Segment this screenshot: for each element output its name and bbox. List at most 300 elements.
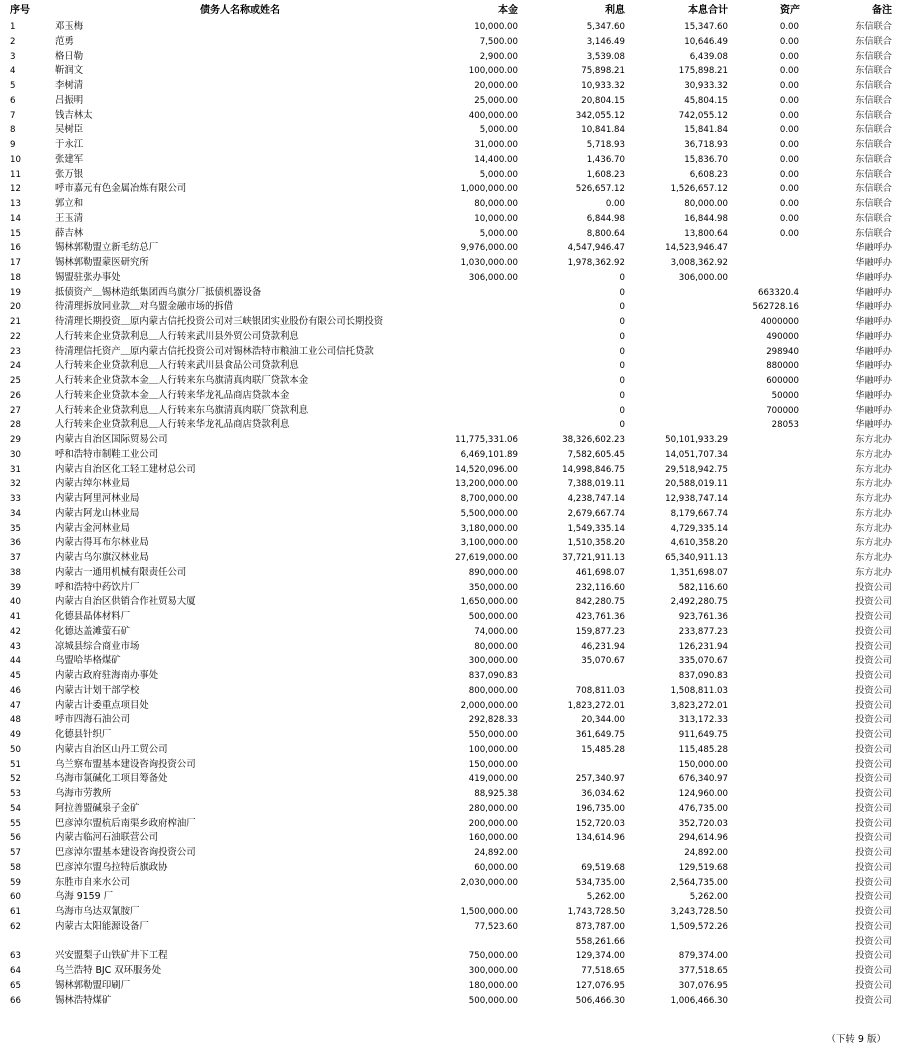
table-row bbox=[0, 109, 908, 123]
principal-amount bbox=[440, 359, 518, 373]
principal-amount: 3,100,000.00 bbox=[460, 538, 518, 549]
row-number: 19 bbox=[10, 287, 21, 298]
debtor-name: 钱吉林太 bbox=[55, 109, 93, 121]
debtor-name: 薛吉林 bbox=[55, 227, 84, 239]
principal-amount: 77,523.60 bbox=[474, 921, 518, 932]
table-row bbox=[0, 699, 908, 713]
assets-amount: 0.00 bbox=[779, 22, 799, 32]
note-text: 东信联合 bbox=[855, 212, 892, 224]
assets-amount bbox=[735, 492, 799, 506]
row-number: 3 bbox=[10, 51, 16, 62]
row-number: 41 bbox=[10, 612, 21, 622]
row-number: 55 bbox=[10, 818, 21, 829]
debtor-name: 化德县针织厂 bbox=[55, 729, 112, 740]
debtor-name: 范勇 bbox=[55, 35, 74, 47]
note-text: 东方北办 bbox=[855, 478, 892, 490]
principal-amount: 5,000.00 bbox=[479, 228, 518, 239]
assets-amount bbox=[735, 477, 799, 491]
debtor-name: 人行转来企业贷款利息＿人行转来武川县食品公司贷款利息 bbox=[55, 360, 299, 372]
note-text: 东信联合 bbox=[855, 124, 892, 136]
assets-amount bbox=[735, 817, 799, 831]
total-amount: 15,836.70 bbox=[684, 154, 728, 165]
total-amount: 313,172.33 bbox=[678, 715, 728, 726]
table-row bbox=[0, 330, 908, 344]
interest-amount: 196,735.00 bbox=[575, 803, 625, 814]
row-number: 36 bbox=[10, 538, 21, 549]
assets-amount bbox=[735, 787, 799, 801]
principal-amount: 80,000.00 bbox=[474, 199, 518, 209]
note-text: 华融呼办 bbox=[855, 316, 892, 327]
total-amount: 306,000.00 bbox=[678, 272, 728, 283]
principal-amount: 800,000.00 bbox=[468, 685, 518, 696]
table-row bbox=[0, 654, 908, 668]
principal-amount: 9,976,000.00 bbox=[460, 243, 518, 254]
principal-amount: 13,200,000.00 bbox=[455, 479, 518, 490]
principal-amount: 2,030,000.00 bbox=[460, 877, 518, 888]
total-amount: 3,823,272.01 bbox=[670, 700, 728, 711]
row-number: 40 bbox=[10, 597, 21, 608]
table-row bbox=[0, 300, 908, 314]
row-number: 25 bbox=[10, 376, 21, 386]
table-row bbox=[0, 477, 908, 491]
debtor-name: 呼市嘉元有色金属冶炼有限公司 bbox=[55, 183, 187, 195]
row-number: 17 bbox=[10, 258, 21, 268]
total-amount bbox=[650, 359, 728, 373]
total-amount bbox=[650, 404, 728, 418]
row-number: 16 bbox=[10, 243, 21, 254]
debtor-name: 呼和浩特市制鞋工业公司 bbox=[55, 448, 159, 460]
interest-amount: 20,344.00 bbox=[581, 715, 625, 726]
interest-amount: 506,466.30 bbox=[575, 995, 625, 1006]
row-number: 9 bbox=[10, 140, 16, 150]
principal-amount: 500,000.00 bbox=[468, 612, 518, 622]
table-row bbox=[0, 212, 908, 226]
table-row bbox=[0, 684, 908, 698]
principal-amount: 1,030,000.00 bbox=[460, 258, 518, 268]
interest-amount: 159,877.23 bbox=[575, 626, 625, 637]
interest-amount: 77,518.65 bbox=[581, 966, 625, 976]
total-amount: 352,720.03 bbox=[678, 818, 728, 829]
continued-note: （下转 9 版） bbox=[826, 1034, 886, 1045]
table-row bbox=[0, 802, 908, 816]
row-number: 54 bbox=[10, 803, 21, 814]
assets-amount: 600000 bbox=[766, 376, 799, 386]
interest-amount bbox=[545, 669, 625, 683]
total-amount: 911,649.75 bbox=[678, 730, 728, 740]
total-amount: 13,800.64 bbox=[684, 228, 728, 239]
principal-amount: 300,000.00 bbox=[468, 656, 518, 667]
principal-amount: 10,000.00 bbox=[474, 213, 518, 224]
table-row bbox=[0, 374, 908, 388]
total-amount: 129,519.68 bbox=[678, 862, 728, 873]
interest-amount: 14,998,846.75 bbox=[562, 464, 625, 475]
total-amount: 15,841.84 bbox=[684, 125, 728, 136]
row-number: 66 bbox=[10, 995, 21, 1006]
row-number: 13 bbox=[10, 199, 21, 209]
note-text: 投资公司 bbox=[855, 847, 892, 858]
total-amount: 10,646.49 bbox=[684, 36, 728, 47]
debtor-name: 兴安盟梨子山铁矿井下工程 bbox=[55, 950, 168, 962]
assets-amount bbox=[735, 890, 799, 904]
table-row bbox=[0, 846, 908, 860]
note-text: 华融呼办 bbox=[855, 360, 892, 372]
row-number: 24 bbox=[10, 361, 21, 372]
note-text: 投资公司 bbox=[855, 640, 892, 652]
table-row bbox=[0, 861, 908, 875]
note-text: 华融呼办 bbox=[855, 286, 892, 298]
note-text: 东信联合 bbox=[855, 198, 892, 209]
debtor-name: 人行转来企业贷款利息＿人行转来武川县外贸公司贷款利息 bbox=[55, 330, 299, 342]
total-amount: 16,844.98 bbox=[684, 213, 728, 224]
row-number: 28 bbox=[10, 420, 21, 431]
note-text: 投资公司 bbox=[855, 920, 892, 932]
principal-amount: 60,000.00 bbox=[474, 862, 518, 873]
table-row bbox=[0, 35, 908, 49]
row-number: 38 bbox=[10, 567, 21, 578]
note-text: 东信联合 bbox=[855, 139, 892, 150]
debtor-name: 内蒙古绰尔林业局 bbox=[55, 478, 131, 490]
assets-amount: 0.00 bbox=[779, 140, 799, 150]
interest-amount: 10,841.84 bbox=[581, 125, 625, 136]
interest-amount: 461,698.07 bbox=[575, 567, 625, 578]
assets-amount: 0.00 bbox=[779, 154, 799, 165]
total-amount bbox=[650, 300, 728, 314]
principal-amount: 8,700,000.00 bbox=[460, 494, 518, 504]
table-row bbox=[0, 581, 908, 595]
table-row bbox=[0, 669, 908, 683]
principal-amount: 150,000.00 bbox=[468, 759, 518, 770]
assets-amount bbox=[735, 448, 799, 462]
interest-amount: 1,743,728.50 bbox=[567, 907, 625, 917]
row-number: 46 bbox=[10, 685, 21, 696]
principal-amount: 100,000.00 bbox=[468, 66, 518, 77]
row-number: 61 bbox=[10, 907, 21, 917]
assets-amount bbox=[735, 522, 799, 536]
interest-amount: 534,735.00 bbox=[575, 877, 625, 888]
assets-amount bbox=[735, 581, 799, 595]
principal-amount: 6,469,101.89 bbox=[460, 449, 518, 460]
table-row bbox=[0, 153, 908, 167]
note-text: 投资公司 bbox=[855, 684, 892, 696]
debtor-name: 呼市四海石油公司 bbox=[55, 714, 131, 726]
row-number bbox=[10, 935, 46, 949]
debtor-name: 锡林郭勒盟立新毛纺总厂 bbox=[55, 242, 159, 254]
debtor-name: 内蒙古自治区山丹工贸公司 bbox=[55, 743, 168, 755]
interest-amount: 6,844.98 bbox=[586, 213, 625, 224]
debtor-name: 锡盟驻张办事处 bbox=[55, 271, 121, 283]
total-amount: 36,718.93 bbox=[684, 140, 728, 150]
row-number: 5 bbox=[10, 81, 16, 91]
interest-amount: 5,262.00 bbox=[586, 892, 625, 903]
note-text: 东方北办 bbox=[855, 493, 892, 504]
debtor-name: 内蒙古自治区国际贸易公司 bbox=[55, 434, 168, 445]
row-number: 51 bbox=[10, 759, 21, 770]
debtor-name: 内蒙古金河林业局 bbox=[55, 522, 131, 534]
note-text: 投资公司 bbox=[855, 788, 892, 799]
total-amount bbox=[650, 330, 728, 344]
principal-amount: 14,520,096.00 bbox=[455, 464, 518, 475]
principal-amount bbox=[440, 330, 518, 344]
table-row bbox=[0, 625, 908, 639]
interest-amount: 75,898.21 bbox=[581, 66, 625, 77]
debtor-name bbox=[55, 935, 465, 949]
total-amount: 294,614.96 bbox=[678, 833, 728, 844]
principal-amount: 890,000.00 bbox=[468, 567, 518, 578]
table-row bbox=[0, 138, 908, 152]
interest-amount: 3,146.49 bbox=[586, 36, 625, 47]
row-number: 48 bbox=[10, 715, 21, 726]
note-text: 投资公司 bbox=[855, 979, 892, 991]
table-row bbox=[0, 64, 908, 78]
total-amount: 14,523,946.47 bbox=[665, 243, 728, 254]
interest-amount: 3,539.08 bbox=[586, 51, 625, 62]
note-text: 东方北办 bbox=[855, 566, 892, 578]
total-amount: 65,340,911.13 bbox=[665, 553, 728, 563]
assets-amount: 700000 bbox=[766, 405, 799, 416]
assets-amount bbox=[735, 654, 799, 668]
total-amount bbox=[650, 286, 728, 300]
total-amount: 476,735.00 bbox=[678, 803, 728, 814]
interest-amount: 152,720.03 bbox=[575, 818, 625, 829]
debtor-name: 吴树臣 bbox=[55, 124, 84, 136]
total-amount: 30,933.32 bbox=[684, 81, 728, 91]
interest-amount: 1,823,272.01 bbox=[567, 700, 625, 711]
debtor-name: 内蒙古计划干部学校 bbox=[55, 684, 140, 696]
note-text: 投资公司 bbox=[855, 876, 892, 888]
note-text: 投资公司 bbox=[855, 581, 892, 593]
assets-amount bbox=[735, 772, 799, 786]
assets-amount bbox=[735, 241, 799, 255]
debtor-name: 乌海市乌达双氰胺厂 bbox=[55, 906, 140, 917]
total-amount: 124,960.00 bbox=[678, 789, 728, 799]
note-text: 东方北办 bbox=[855, 463, 892, 475]
row-number: 7 bbox=[10, 110, 16, 121]
principal-amount: 2,000,000.00 bbox=[460, 700, 518, 711]
debtor-name: 凉城县综合商业市场 bbox=[55, 640, 140, 652]
assets-amount: 0.00 bbox=[779, 36, 799, 47]
principal-amount bbox=[440, 389, 518, 403]
debtor-name: 人行转来企业贷款本金＿人行转来华龙礼品商店贷款本金 bbox=[55, 389, 290, 401]
interest-amount: 8,800.64 bbox=[586, 228, 625, 239]
assets-amount: 4000000 bbox=[760, 317, 799, 327]
note-text: 投资公司 bbox=[855, 670, 892, 681]
row-number: 42 bbox=[10, 626, 21, 637]
interest-amount: 0 bbox=[619, 331, 625, 342]
note-text: 投资公司 bbox=[855, 699, 892, 711]
table-row bbox=[0, 522, 908, 536]
total-amount: 233,877.23 bbox=[678, 626, 728, 637]
debtor-name: 张建军 bbox=[55, 153, 84, 165]
table-row bbox=[0, 168, 908, 182]
table-row bbox=[0, 123, 908, 137]
total-amount: 14,051,707.34 bbox=[665, 449, 728, 460]
debtor-name: 内蒙古一通用机械有限责任公司 bbox=[55, 566, 187, 578]
interest-amount: 1,549,335.14 bbox=[567, 523, 625, 534]
table-row bbox=[0, 787, 908, 801]
note-text: 投资公司 bbox=[855, 714, 892, 726]
debtor-name: 东胜市自来水公司 bbox=[55, 876, 131, 888]
interest-amount: 37,721,911.13 bbox=[562, 553, 625, 563]
header-name: 债务人名称或姓名 bbox=[200, 5, 280, 16]
interest-amount: 4,238,747.14 bbox=[567, 494, 625, 504]
interest-amount: 0 bbox=[619, 361, 625, 372]
principal-amount bbox=[440, 890, 518, 904]
total-amount: 4,610,358.20 bbox=[670, 538, 728, 549]
assets-amount: 0.00 bbox=[779, 184, 799, 195]
principal-amount: 1,000,000.00 bbox=[460, 184, 518, 195]
row-number: 14 bbox=[10, 213, 21, 224]
assets-amount bbox=[735, 905, 799, 919]
row-number: 39 bbox=[10, 582, 21, 593]
total-amount bbox=[650, 418, 728, 432]
assets-amount bbox=[735, 640, 799, 654]
assets-amount: 490000 bbox=[766, 331, 799, 342]
principal-amount: 20,000.00 bbox=[474, 81, 518, 91]
total-amount: 2,564,735.00 bbox=[670, 877, 728, 888]
note-text: 东信联合 bbox=[855, 183, 892, 195]
row-number: 57 bbox=[10, 848, 21, 858]
debtor-name: 人行转来企业贷款本金＿人行转来东乌旗清真肉联厂贷款本金 bbox=[55, 375, 309, 386]
assets-amount: 0.00 bbox=[779, 95, 799, 106]
total-amount bbox=[650, 345, 728, 359]
table-row bbox=[0, 345, 908, 359]
assets-amount bbox=[735, 994, 799, 1008]
principal-amount: 100,000.00 bbox=[468, 744, 518, 755]
note-text: 东信联合 bbox=[855, 65, 892, 77]
principal-amount bbox=[440, 418, 518, 432]
interest-amount: 0 bbox=[619, 287, 625, 298]
note-text: 投资公司 bbox=[855, 935, 892, 947]
debtor-name: 乌海市氯碱化工项目筹备处 bbox=[55, 773, 168, 785]
table-row bbox=[0, 920, 908, 934]
interest-amount: 38,326,602.23 bbox=[562, 435, 625, 445]
assets-amount bbox=[735, 595, 799, 609]
principal-amount: 74,000.00 bbox=[474, 626, 518, 637]
note-text: 投资公司 bbox=[855, 965, 892, 976]
row-number: 33 bbox=[10, 494, 21, 504]
table-row bbox=[0, 890, 908, 904]
note-text: 投资公司 bbox=[855, 743, 892, 755]
table-row bbox=[0, 50, 908, 64]
row-number: 35 bbox=[10, 523, 21, 534]
interest-amount: 129,374.00 bbox=[575, 951, 625, 962]
principal-amount: 27,619,000.00 bbox=[455, 553, 518, 563]
assets-amount bbox=[735, 861, 799, 875]
principal-amount: 1,500,000.00 bbox=[460, 907, 518, 917]
note-text: 东信联合 bbox=[855, 80, 892, 91]
total-amount bbox=[650, 389, 728, 403]
interest-amount bbox=[545, 758, 625, 772]
interest-amount: 0 bbox=[619, 272, 625, 283]
table-row bbox=[0, 772, 908, 786]
row-number: 56 bbox=[10, 833, 21, 844]
interest-amount: 232,116.60 bbox=[575, 582, 625, 593]
assets-amount: 298940 bbox=[766, 346, 799, 357]
total-amount: 307,076.95 bbox=[678, 980, 728, 991]
total-amount: 1,526,657.12 bbox=[670, 184, 728, 195]
row-number: 59 bbox=[10, 877, 21, 888]
interest-amount: 257,340.97 bbox=[575, 774, 625, 785]
assets-amount bbox=[735, 463, 799, 477]
note-text: 华融呼办 bbox=[855, 330, 892, 342]
table-row bbox=[0, 876, 908, 890]
assets-amount bbox=[735, 256, 799, 270]
assets-amount bbox=[735, 507, 799, 521]
note-text: 华融呼办 bbox=[855, 257, 892, 268]
debtor-name: 乌兰浩特 BJC 双环服务处 bbox=[55, 965, 162, 976]
debtor-name: 乌兰察布盟基本建设咨询投资公司 bbox=[55, 758, 196, 770]
assets-amount: 0.00 bbox=[779, 51, 799, 62]
principal-amount: 1,650,000.00 bbox=[460, 597, 518, 608]
principal-amount: 5,000.00 bbox=[479, 125, 518, 136]
debtor-name: 内蒙古自治区供销合作社贸易大厦 bbox=[55, 596, 196, 608]
table-row bbox=[0, 359, 908, 373]
interest-amount bbox=[545, 846, 625, 860]
table-row bbox=[0, 79, 908, 93]
row-number: 32 bbox=[10, 479, 21, 490]
total-amount: 879,374.00 bbox=[678, 951, 728, 962]
principal-amount: 3,180,000.00 bbox=[460, 523, 518, 534]
debtor-name: 乌盟哈毕格煤矿 bbox=[55, 655, 121, 667]
table-row bbox=[0, 197, 908, 211]
row-number: 63 bbox=[10, 951, 21, 962]
total-amount: 2,492,280.75 bbox=[670, 597, 728, 608]
row-number: 62 bbox=[10, 921, 21, 932]
assets-amount: 0.00 bbox=[779, 228, 799, 239]
debtor-name: 张万银 bbox=[55, 168, 84, 180]
row-number: 60 bbox=[10, 892, 21, 903]
table-row bbox=[0, 713, 908, 727]
table-row bbox=[0, 758, 908, 772]
note-text: 东信联合 bbox=[855, 21, 892, 32]
note-text: 华融呼办 bbox=[855, 389, 892, 401]
principal-amount: 160,000.00 bbox=[468, 833, 518, 844]
header-interest: 利息 bbox=[605, 5, 625, 16]
debtor-name: 化德县晶体材料厂 bbox=[55, 611, 131, 622]
note-text: 投资公司 bbox=[855, 891, 892, 903]
assets-amount bbox=[735, 713, 799, 727]
interest-amount: 0 bbox=[619, 317, 625, 327]
table-row bbox=[0, 566, 908, 580]
principal-amount bbox=[440, 404, 518, 418]
interest-amount: 423,761.36 bbox=[575, 612, 625, 622]
note-text: 投资公司 bbox=[855, 994, 892, 1006]
total-amount: 5,262.00 bbox=[689, 892, 728, 903]
principal-amount: 280,000.00 bbox=[468, 803, 518, 814]
row-number: 31 bbox=[10, 464, 21, 475]
total-amount bbox=[650, 374, 728, 388]
assets-amount bbox=[735, 935, 799, 949]
table-row bbox=[0, 964, 908, 978]
table-row bbox=[0, 227, 908, 241]
table-row bbox=[0, 182, 908, 196]
row-number: 8 bbox=[10, 125, 16, 136]
interest-amount: 7,388,019.11 bbox=[567, 479, 625, 490]
note-text: 东方北办 bbox=[855, 522, 892, 534]
interest-amount: 0 bbox=[619, 376, 625, 386]
debtor-name: 郭立和 bbox=[55, 198, 84, 209]
principal-amount: 24,892.00 bbox=[474, 848, 518, 858]
total-amount: 50,101,933.29 bbox=[665, 435, 728, 445]
table-row bbox=[0, 551, 908, 565]
note-text: 投资公司 bbox=[855, 861, 892, 873]
assets-amount bbox=[735, 551, 799, 565]
debtor-name: 锡林郭勒盟蒙医研究所 bbox=[55, 257, 149, 268]
interest-amount: 10,933.32 bbox=[581, 81, 625, 91]
interest-amount: 526,657.12 bbox=[575, 184, 625, 195]
interest-amount: 5,347.60 bbox=[586, 22, 625, 32]
principal-amount: 300,000.00 bbox=[468, 966, 518, 976]
